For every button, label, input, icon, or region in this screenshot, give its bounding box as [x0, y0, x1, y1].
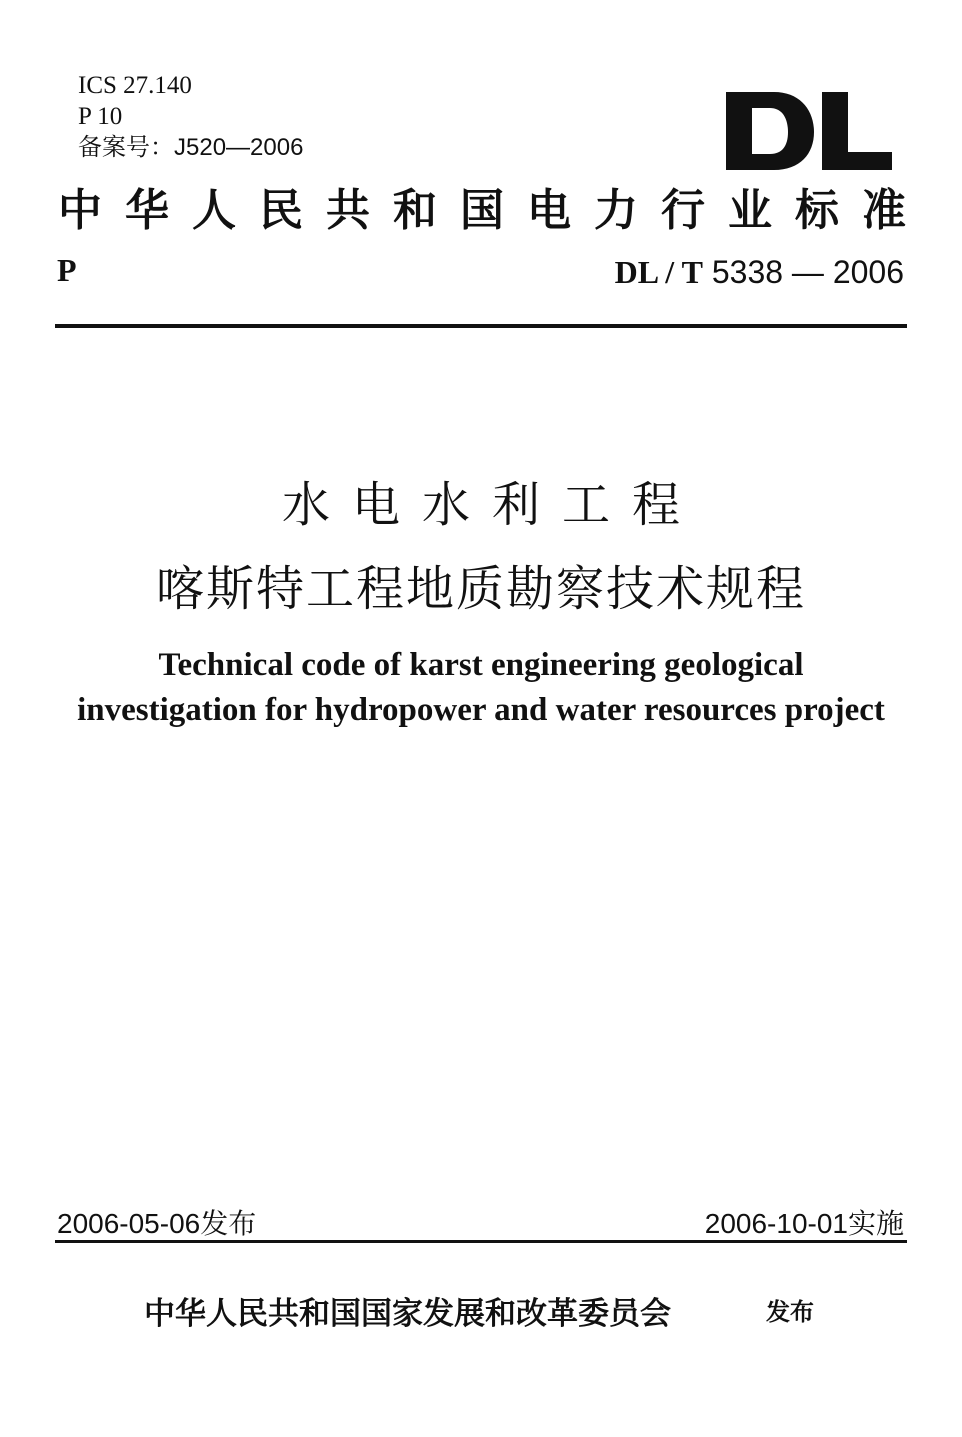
standard-prefix: DL / T — [614, 254, 703, 290]
industry-char: 人 — [192, 185, 236, 236]
industry-char: 准 — [862, 185, 906, 236]
title-chinese-line2: 喀斯特工程地质勘察技术规程 — [155, 561, 806, 617]
implementation-date: 2006-10-01实施 — [704, 1208, 904, 1239]
industry-char: 业 — [728, 185, 772, 236]
category-code: P 10 — [78, 103, 123, 130]
title-chinese-line1: 水电水利工程 — [281, 477, 702, 533]
industry-char: 和 — [393, 185, 437, 236]
footer-divider — [55, 1240, 907, 1243]
title-english-line2: investigation for hydropower and water resources project — [77, 692, 885, 728]
industry-char: 共 — [326, 185, 370, 236]
industry-char: 行 — [661, 185, 705, 236]
publisher-name: 中华人民共和国国家发展和改革委员会 — [144, 1296, 671, 1332]
title-english-line1: Technical code of karst engineering geological — [158, 647, 804, 683]
classification-codes — [78, 70, 303, 163]
record-number: 备案号：J520—2006 — [78, 134, 304, 161]
publish-action: 发布 — [766, 1297, 814, 1326]
issue-date: 2006-05-06发布 — [57, 1208, 257, 1239]
industry-standard-title — [58, 186, 906, 236]
ics-code: ICS 27.140 — [78, 72, 192, 99]
industry-char: 中 — [58, 185, 102, 236]
industry-char: 华 — [125, 185, 169, 236]
standard-code: 5338 — 2006 — [711, 254, 904, 290]
industry-char: 民 — [259, 185, 303, 236]
industry-char: 国 — [460, 185, 504, 236]
industry-char: 标 — [795, 185, 839, 236]
category-letter: P — [57, 252, 77, 288]
dl-logo — [722, 62, 897, 172]
standard-number — [615, 254, 904, 291]
industry-char: 电 — [527, 185, 571, 236]
header-divider — [55, 324, 907, 328]
industry-char: 力 — [594, 185, 638, 236]
